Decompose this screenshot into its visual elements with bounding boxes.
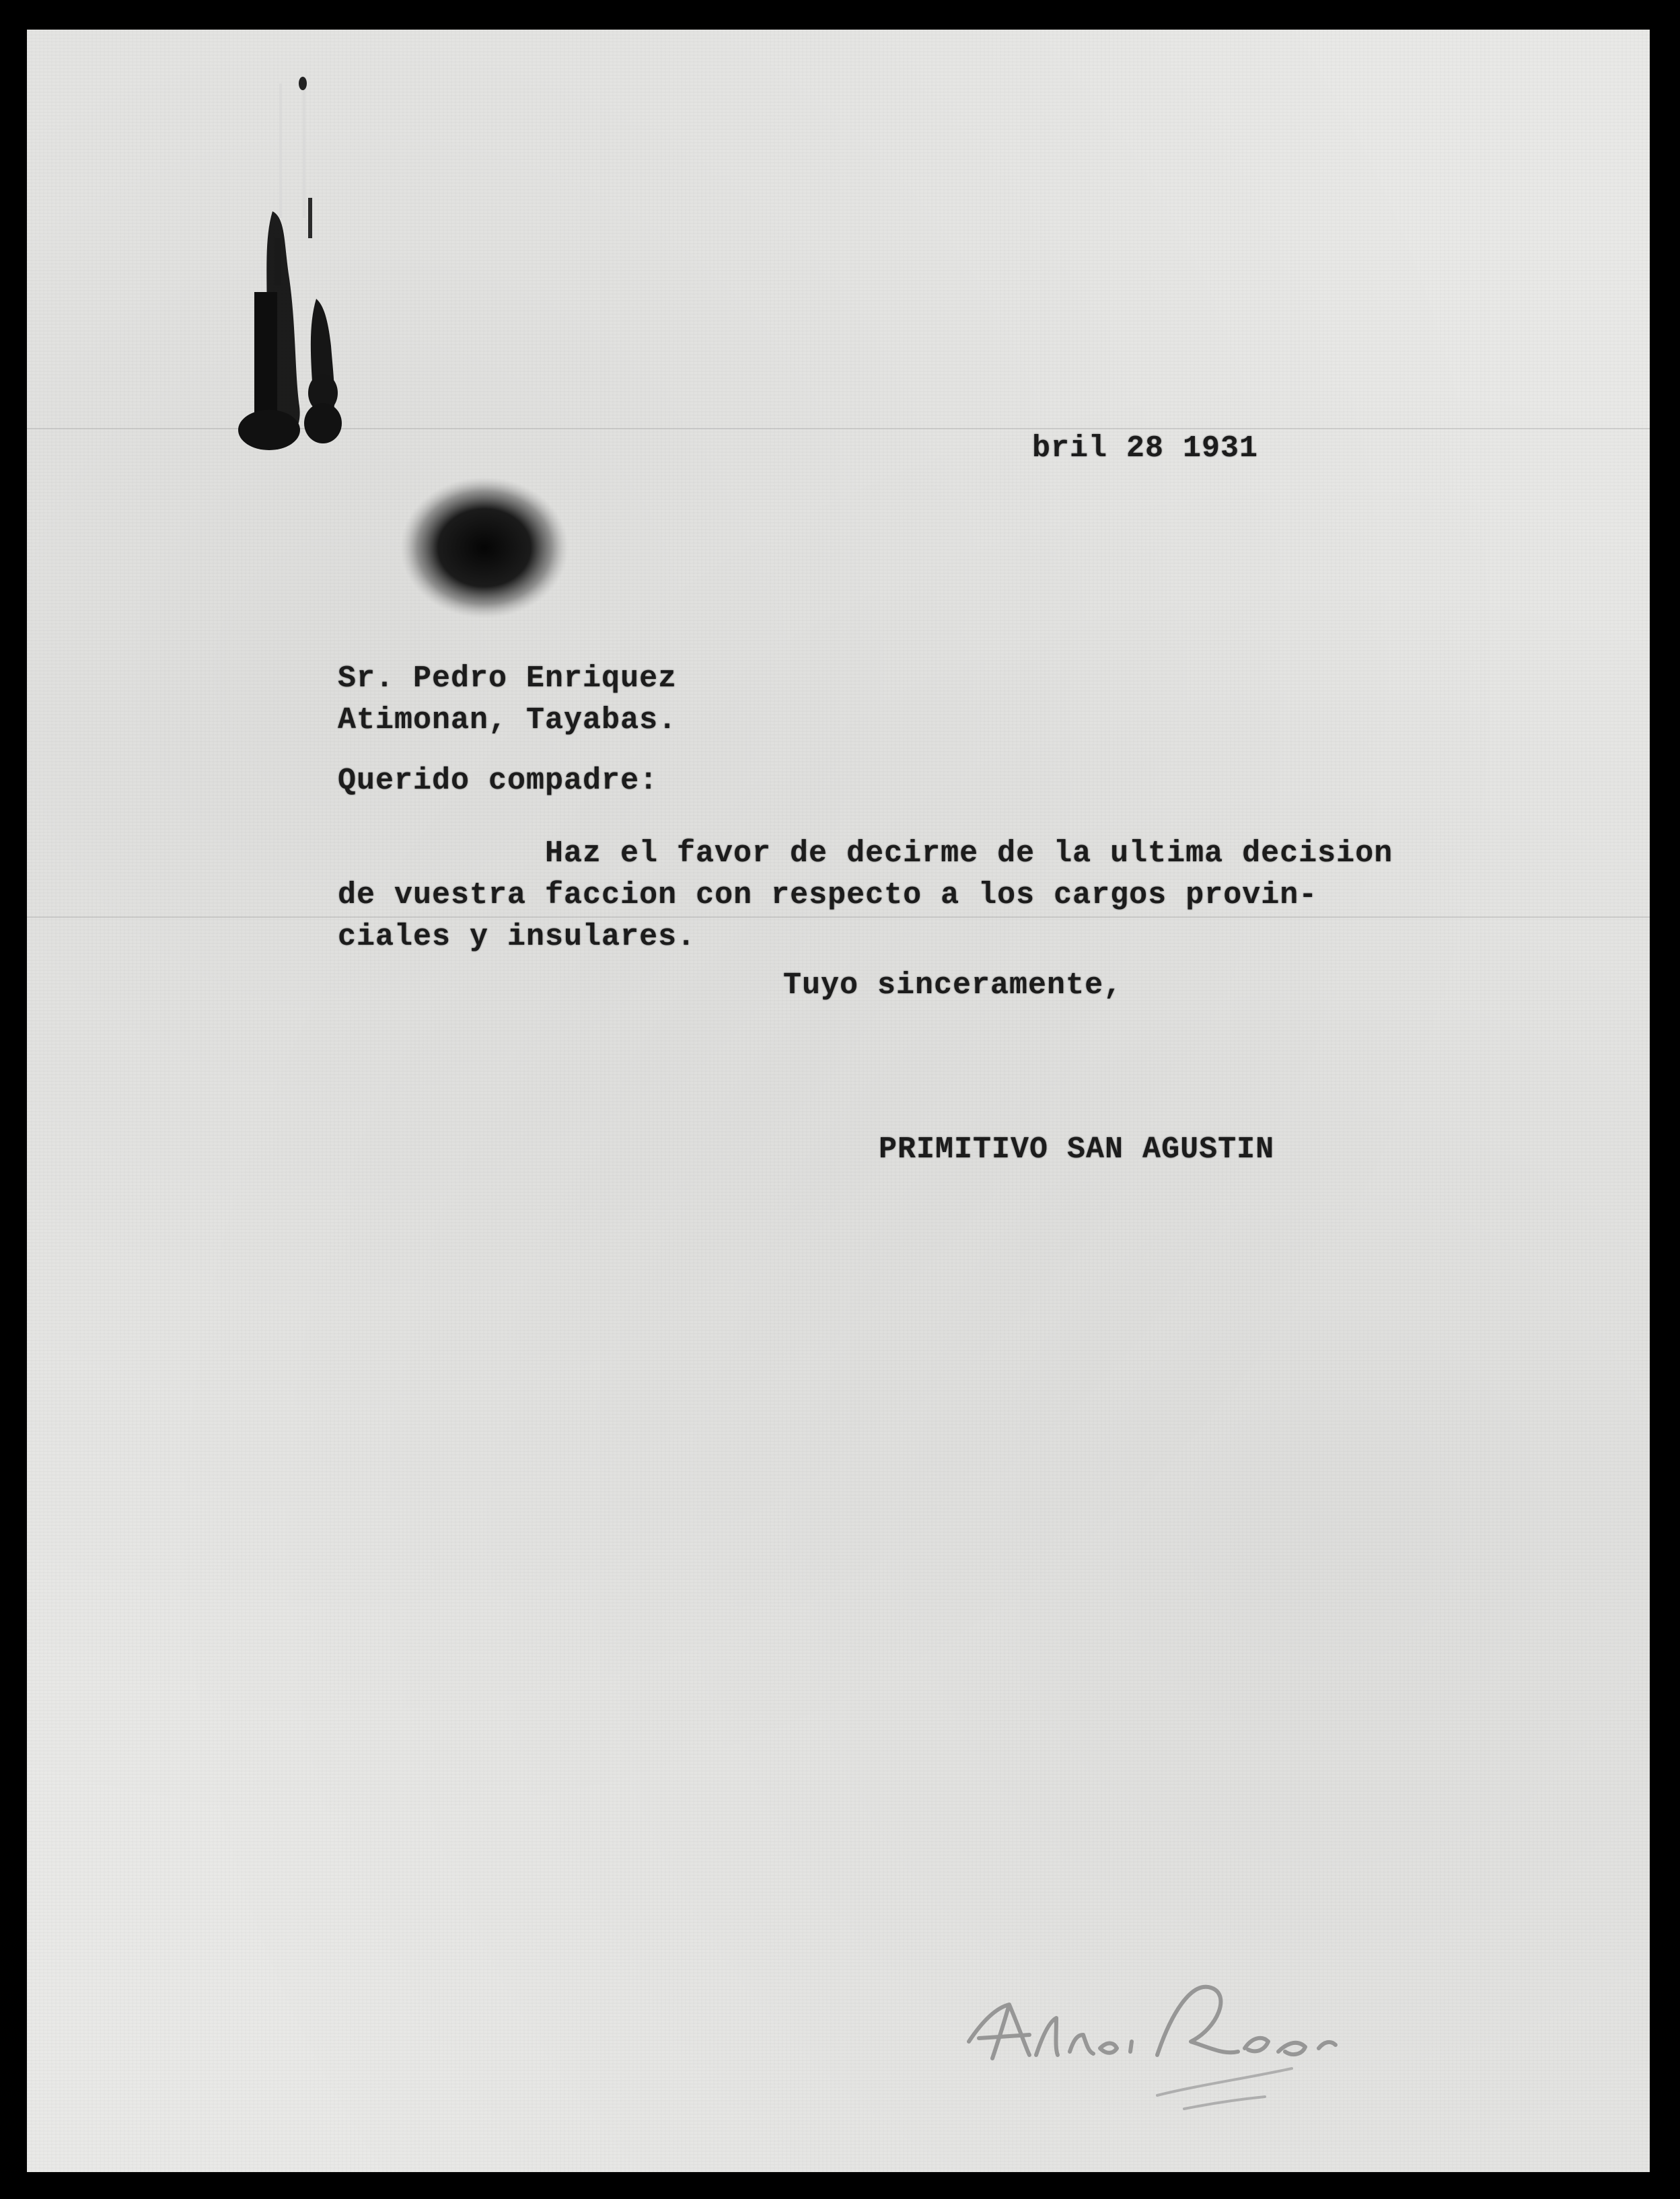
letter-sheet xyxy=(27,30,1650,2172)
sender-name: PRIMITIVO SAN AGUSTIN xyxy=(879,1132,1275,1167)
body-line: ciales y insulares. xyxy=(338,920,696,954)
paper-fold-line xyxy=(27,916,1650,918)
closing: Tuyo sinceramente, xyxy=(783,968,1123,1003)
salutation: Querido compadre: xyxy=(338,764,659,798)
ink-drip-stain xyxy=(222,57,357,460)
handwritten-signature xyxy=(955,1941,1359,2116)
letter-date: bril 28 1931 xyxy=(1032,431,1259,466)
recipient-name: Sr. Pedro Enriquez xyxy=(338,661,678,696)
body-line: Haz el favor de decirme de la ultima decision xyxy=(545,836,1393,871)
body-line: de vuestra faccion con respecto a los cargos provin- xyxy=(338,878,1318,912)
recipient-location: Atimonan, Tayabas. xyxy=(338,703,678,737)
ink-blot-stain xyxy=(390,460,579,635)
